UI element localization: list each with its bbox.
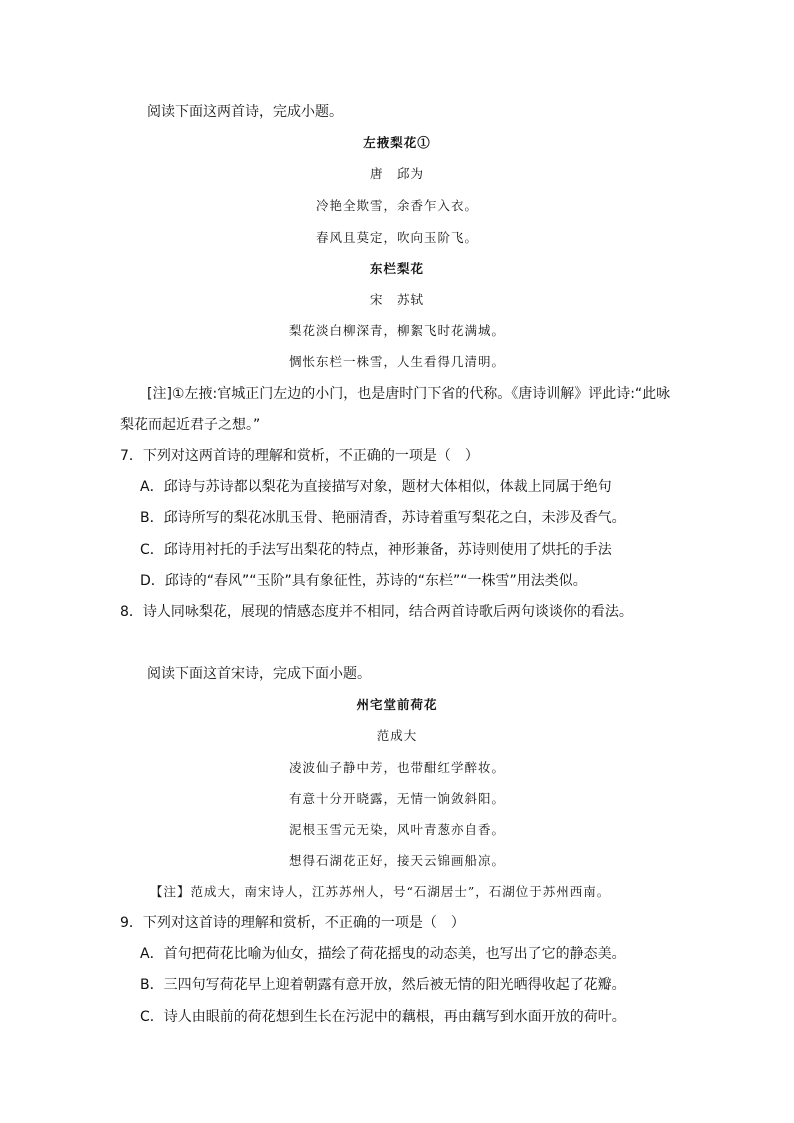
question-9-option-c: C．诗人由眼前的荷花想到生长在污泥中的藕根，再由藕写到水面开放的荷叶。 bbox=[140, 1009, 626, 1025]
poem2-title: 东栏梨花 bbox=[369, 261, 424, 276]
section2-note: 【注】范成大，南宋诗人，江苏苏州人，号“石湖居士”，石湖位于苏州西南。 bbox=[150, 884, 611, 899]
poem1-author: 唐 邱为 bbox=[369, 166, 424, 181]
poem2-line-1: 梨花淡白柳深青，柳絮飞时花满城。 bbox=[288, 323, 505, 338]
poem1-title: 左掖梨花① bbox=[363, 135, 431, 150]
question-7-option-b: B．邱诗所写的梨花冰肌玉骨、艳丽清香，苏诗着重写梨花之白，未涉及香气。 bbox=[140, 510, 626, 526]
section1-intro: 阅读下面这两首诗，完成小题。 bbox=[147, 104, 343, 120]
question-7-stem: 7．下列对这两首诗的理解和赏析，不正确的一项是（ ） bbox=[120, 448, 479, 464]
section1-note-line-1: [注]①左掖:官城正门左边的小门，也是唐时门下省的代称。《唐诗训解》评此诗:“此咏 bbox=[147, 386, 671, 402]
question-7-option-c: C．邱诗用衬托的手法写出梨花的特点，神形兼备，苏诗则使用了烘托的手法 bbox=[140, 542, 612, 558]
section2-intro: 阅读下面这首宋诗，完成下面小题。 bbox=[147, 666, 371, 682]
poem3-line-2: 有意十分开晓露，无情一饷敛斜阳。 bbox=[288, 791, 505, 806]
question-7-option-d: D．邱诗的“春风”“玉阶”具有象征性，苏诗的“东栏”“一株雪”用法类似。 bbox=[140, 573, 587, 589]
question-7-option-a: A．邱诗与苏诗都以梨花为直接描写对象，题材大体相似，体裁上同属于绝句 bbox=[140, 479, 612, 495]
question-9-stem: 9．下列对这首诗的理解和赏析，不正确的一项是（ ） bbox=[120, 915, 465, 931]
question-9-option-a: A．首句把荷花比喻为仙女，描绘了荷花摇曳的动态美，也写出了它的静态美。 bbox=[140, 946, 626, 962]
poem3-title: 州宅堂前荷花 bbox=[356, 697, 438, 712]
poem2-author: 宋 苏轼 bbox=[369, 292, 424, 307]
poem2-line-2: 惆怅东栏一株雪，人生看得几清明。 bbox=[288, 354, 505, 369]
poem3-line-4: 想得石湖花正好，接天云锦画船凉。 bbox=[288, 853, 505, 868]
section1-note-line-2: 梨花而起近君子之想。” bbox=[120, 417, 261, 433]
question-9-option-b: B．三四句写荷花早上迎着朝露有意开放，然后被无情的阳光晒得收起了花瓣。 bbox=[140, 977, 626, 993]
poem3-line-3: 泥根玉雪元无染，风叶青葱亦自香。 bbox=[288, 822, 505, 837]
poem1-line-1: 冷艳全欺雪，余香乍入衣。 bbox=[315, 198, 478, 213]
poem3-line-1: 凌波仙子静中芳，也带酣红学醉妆。 bbox=[288, 760, 505, 775]
poem3-author: 范成大 bbox=[376, 728, 418, 743]
poem1-line-2: 春风且莫定，吹向玉阶飞。 bbox=[315, 230, 478, 245]
question-8-stem: 8．诗人同咏梨花，展现的情感态度并不相同，结合两首诗歌后两句谈谈你的看法。 bbox=[120, 604, 633, 620]
